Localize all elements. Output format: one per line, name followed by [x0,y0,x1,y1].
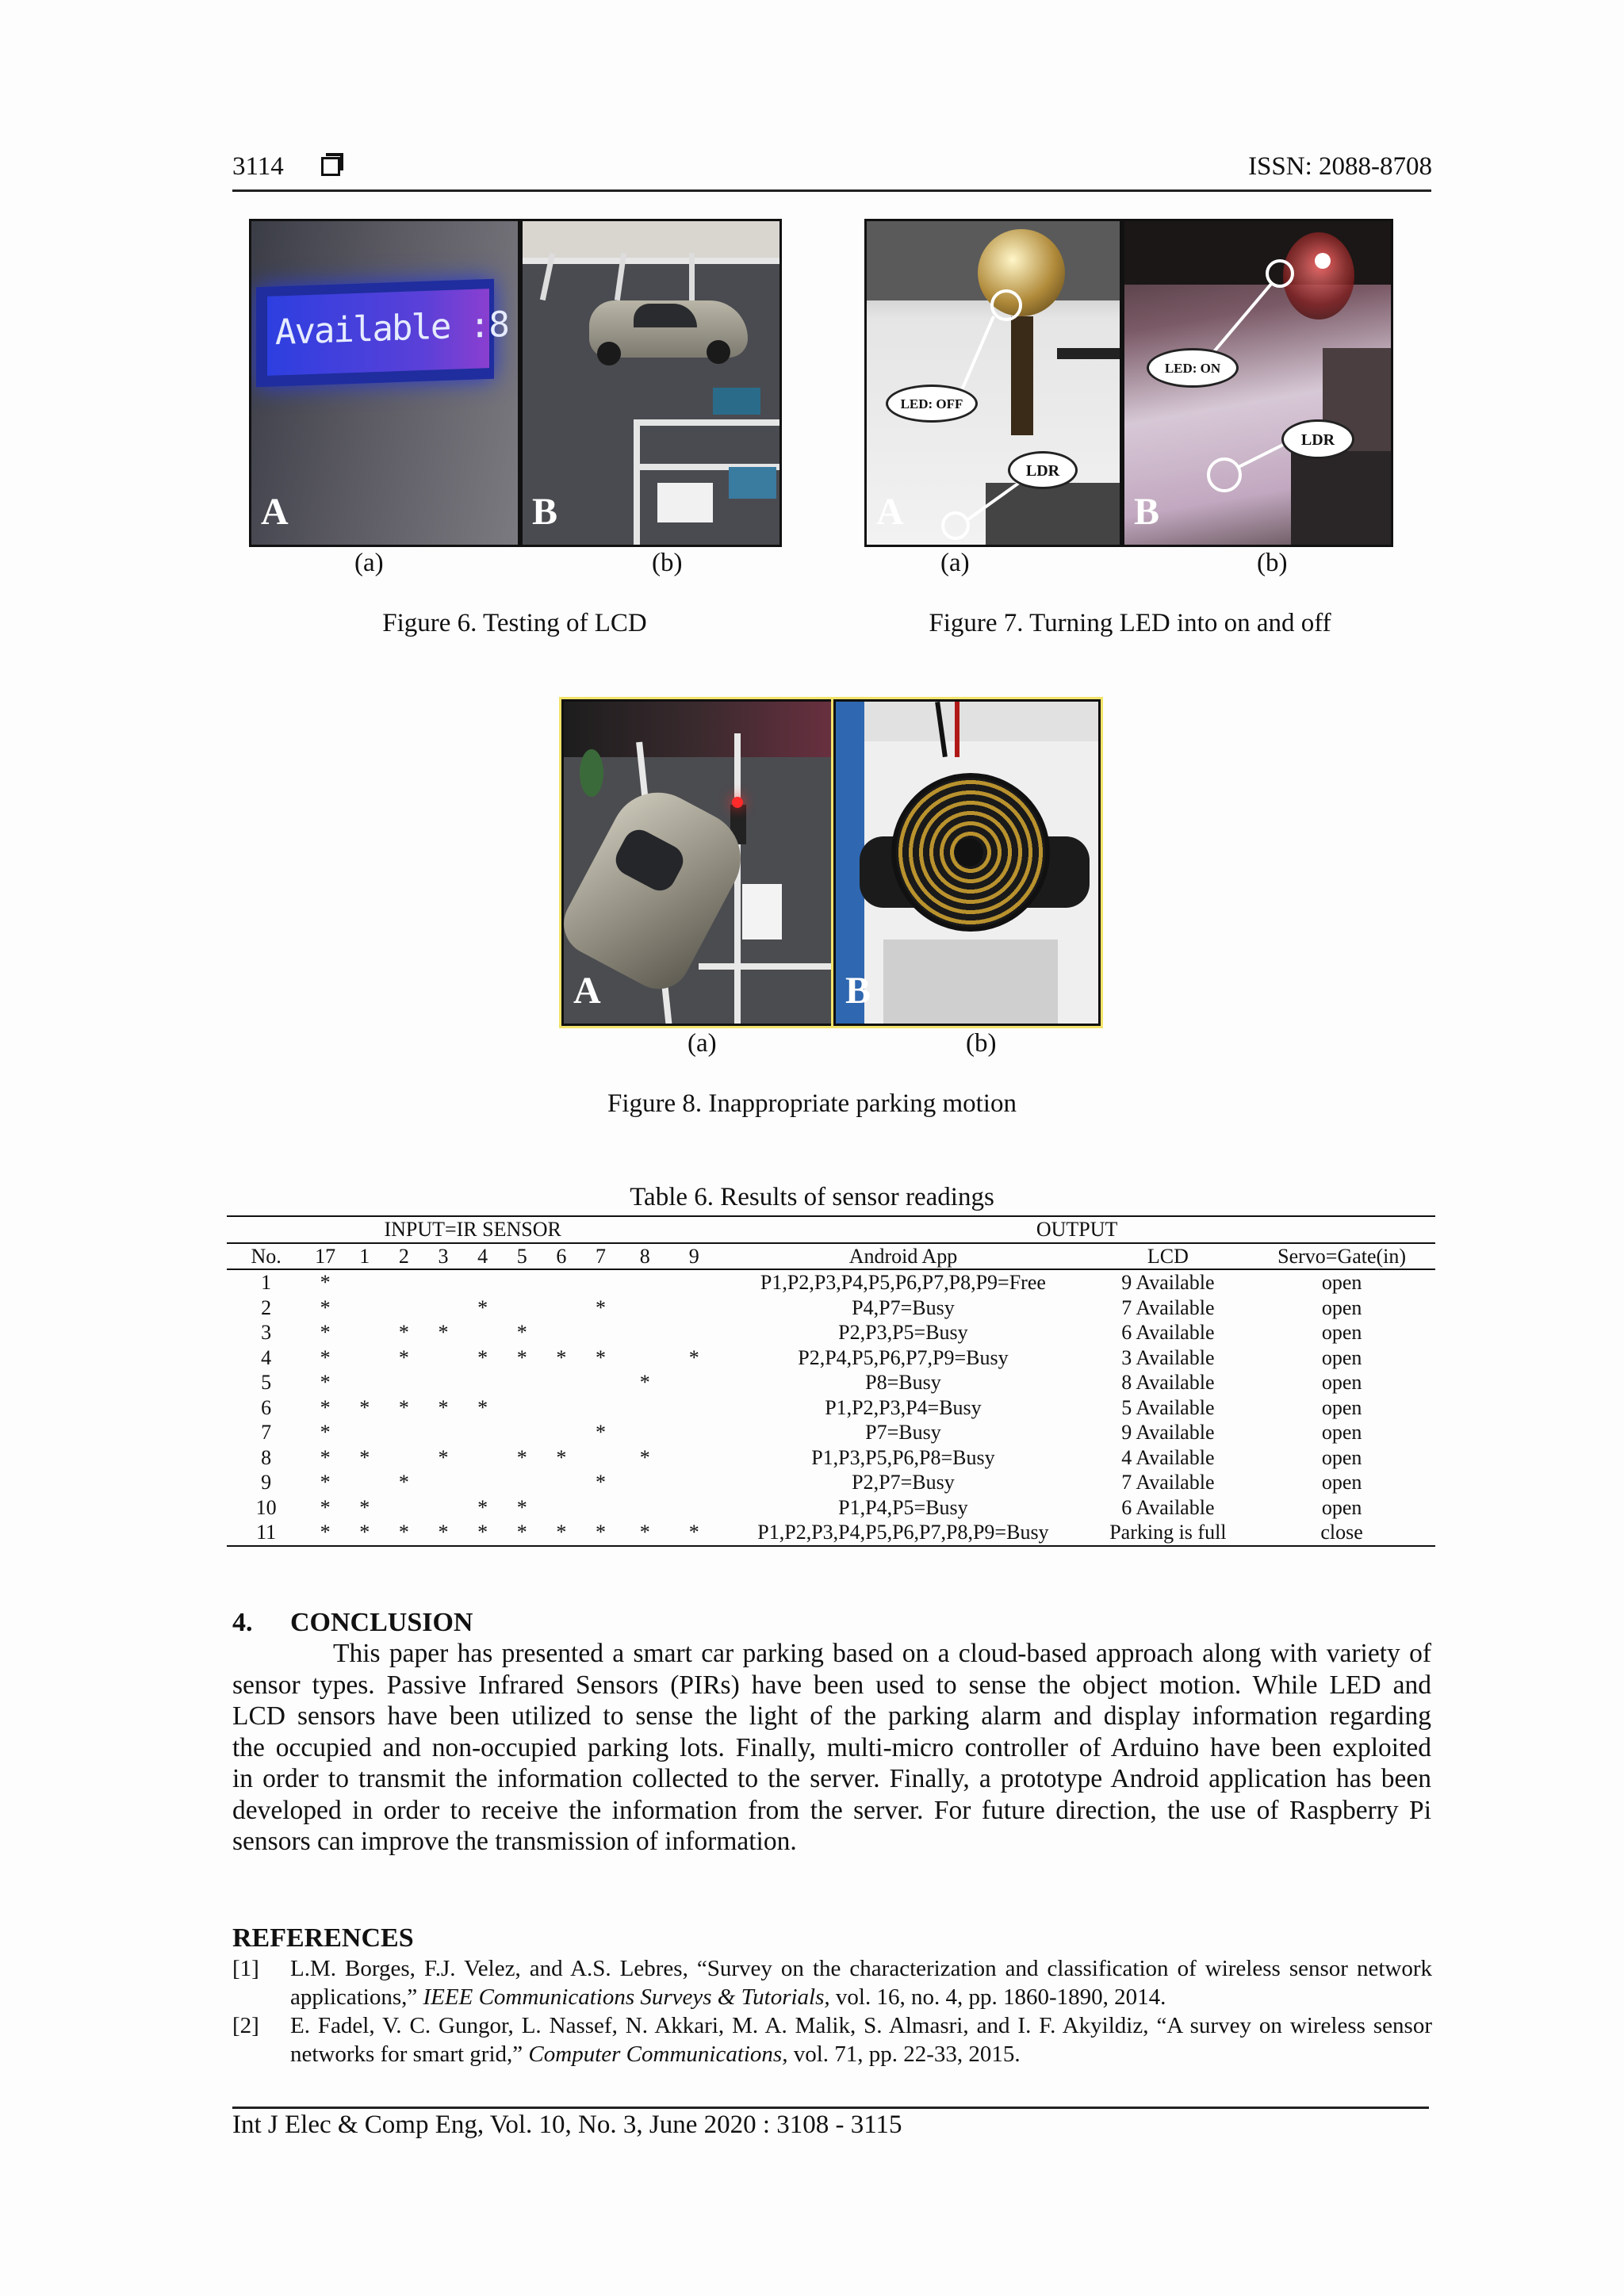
references-heading: REFERENCES [232,1923,414,1953]
panel-letter-a: A [876,491,904,533]
table-cell: P1,P2,P3,P4,P5,P6,P7,P8,P9=Busy [718,1520,1087,1546]
table-cell: 9 Available [1121,1271,1215,1295]
table-cell: * [595,1471,606,1494]
table-row [227,1295,1435,1321]
figure-8-sub-b: (b) [966,1029,997,1058]
table-cell: * [438,1395,449,1419]
table-cell [502,1420,542,1445]
table-cell: * [669,1520,718,1546]
figure-6-sub-b: (b) [652,549,683,577]
column-header: No. [227,1243,305,1270]
table-cell [542,1370,581,1395]
column-header: 6 [542,1243,581,1270]
figure-8-panel-a [561,699,833,1026]
panel-letter-b: B [532,491,558,533]
table-cell [423,1345,463,1371]
table-cell: close [1248,1520,1435,1546]
table-cell: * [542,1520,581,1546]
table-cell: 7 [261,1421,272,1445]
footer-citation: Int J Elec & Comp Eng, Vol. 10, No. 3, June 2020 : 3108 - 3115 [232,2110,902,2139]
table-cell: * [320,1421,331,1445]
table-cell: 4 Available [1121,1445,1215,1469]
table-cell: open [1321,1471,1362,1494]
conclusion-line: the occupied and non-occupied parking lots. Finally, multi-micro controller of Arduino have been exploited [232,1732,1431,1762]
column-header: 7 [581,1243,621,1270]
table-cell [542,1495,581,1521]
table-cell: 9 [261,1471,272,1494]
table-cell: * [438,1321,449,1345]
table-cell: P1,P3,P5,P6,P8=Busy [811,1445,995,1469]
table-cell: P2,P7=Busy [852,1471,955,1494]
table-cell [463,1370,503,1395]
reference-authors-title: E. Fadel, V. C. Gungor, L. Nassef, N. Akkari, M. A. Malik, S. Almasri, and I. F. Akyildiz, “A survey on wireless sensor networks for smart grid,” [290,2013,1432,2067]
table-cell: 1 [261,1271,272,1295]
table-cell [502,1470,542,1495]
table-cell: * [398,1471,409,1494]
table-cell [620,1345,669,1371]
table-cell [423,1420,463,1445]
column-header: 2 [385,1243,424,1270]
table-cell [669,1495,718,1521]
figure-7-panel-a [864,219,1122,547]
table-cell: P8=Busy [865,1371,941,1395]
conclusion-line: in order to transmit the information collected to the server. Finally, a prototype Android application has been [232,1764,1431,1793]
reference-authors-title: L.M. Borges, F.J. Velez, and A.S. Lebres, “Survey on the characterization and classification of wireless sensor network applications,” [290,1956,1432,2010]
reference-journal: IEEE Communications Surveys & Tutorials, [423,1984,830,2010]
table-cell: * [516,1445,527,1469]
table-cell: 2 [261,1295,272,1319]
table-cell: * [477,1345,488,1369]
table-cell: * [320,1345,331,1369]
table-cell [669,1445,718,1471]
group-output-header: OUTPUT [718,1216,1435,1243]
table-cell [542,1295,581,1321]
table-cell [620,1395,669,1421]
table-cell: * [438,1445,449,1469]
lcd-screen-text: Available :8 [275,304,508,354]
table-cell [581,1445,621,1471]
table-cell: 7 Available [1121,1295,1215,1319]
conclusion-number: 4. [232,1608,253,1637]
table-cell [385,1420,424,1445]
table-cell: * [595,1295,606,1319]
table-cell: * [688,1345,699,1369]
table-cell [463,1320,503,1345]
label-ldr-a: LDR [1008,451,1078,489]
reference-journal: Computer Communications, [528,2042,788,2067]
table-cell: * [320,1495,331,1519]
table-row [227,1320,1435,1345]
issn: ISSN: 2088-8708 [1248,152,1432,181]
table-cell [463,1445,503,1471]
table-cell: * [639,1445,650,1469]
table-cell: * [516,1345,527,1369]
table-cell: * [320,1271,331,1295]
table-cell: open [1321,1321,1362,1345]
table-cell [581,1495,621,1521]
table-cell: 11 [227,1520,305,1546]
column-header: Servo=Gate(in) [1248,1243,1435,1270]
table-cell [669,1320,718,1345]
column-header: 8 [620,1243,669,1270]
table-cell [620,1470,669,1495]
column-header: 4 [463,1243,503,1270]
table-cell [385,1295,424,1321]
table-cell: * [477,1495,488,1519]
table-cell [345,1420,385,1445]
table-cell [345,1345,385,1371]
table-cell [423,1470,463,1495]
column-header: 17 [305,1243,345,1270]
table-6-title: Table 6. Results of sensor readings [630,1183,994,1211]
table-cell: 5 Available [1121,1395,1215,1419]
table-cell [620,1269,669,1295]
table-cell: P2,P3,P5=Busy [838,1321,968,1345]
footer-rule [232,2107,1429,2109]
table-cell: * [398,1321,409,1345]
table-cell [463,1269,503,1295]
table-cell [620,1295,669,1321]
table-cell: * [359,1495,370,1519]
table-cell [669,1395,718,1421]
figure-6-panel-a [249,219,520,547]
table-cell: * [423,1520,463,1546]
table-cell: * [359,1395,370,1419]
table-cell [620,1420,669,1445]
table-cell: 4 [261,1345,272,1369]
table-cell: open [1321,1421,1362,1445]
table-cell [385,1495,424,1521]
table-cell: * [556,1345,567,1369]
table-row [227,1520,1435,1546]
table-cell [669,1420,718,1445]
table-cell [542,1395,581,1421]
column-header: 1 [345,1243,385,1270]
table-row [227,1370,1435,1395]
table-cell [669,1370,718,1395]
label-led-off: LED: OFF [886,385,978,423]
table-cell: * [556,1445,567,1469]
table-cell: * [320,1471,331,1494]
table-cell: 8 Available [1121,1371,1215,1395]
panel-letter-b: B [1134,491,1160,533]
label-ldr-b: LDR [1281,419,1354,459]
table-cell: * [398,1345,409,1369]
table-cell: * [639,1371,650,1395]
table-cell: * [305,1520,345,1546]
table-cell [669,1295,718,1321]
conclusion-line: sensors can improve the transmission of information. [232,1827,797,1856]
table-cell [502,1269,542,1295]
table-cell [502,1370,542,1395]
table-cell [423,1269,463,1295]
table-cell: * [359,1445,370,1469]
table-cell [620,1495,669,1521]
table-cell: open [1321,1395,1362,1419]
figure-7-sub-a: (a) [940,549,970,577]
table-cell [345,1269,385,1295]
column-header: 5 [502,1243,542,1270]
table-cell: 6 [261,1395,272,1419]
table-cell [385,1269,424,1295]
table-cell: open [1321,1445,1362,1469]
reference-details: vol. 16, no. 4, pp. 1860-1890, 2014. [829,1984,1166,2010]
panel-letter-b: B [845,970,871,1012]
header-rule [232,189,1431,192]
table-cell [463,1420,503,1445]
table-cell: * [502,1520,542,1546]
table-cell: 7 Available [1121,1471,1215,1494]
table-cell: P1,P4,P5=Busy [838,1495,968,1519]
figure-7-panel-b [1122,219,1393,547]
panel-letter-a: A [261,491,289,533]
table-cell: * [345,1520,385,1546]
table-cell [669,1470,718,1495]
figure-6-sub-a: (a) [354,549,384,577]
conclusion-line: This paper has presented a smart car parking based on a cloud-based approach along with variety of [333,1639,1431,1668]
conclusion-line: sensor types. Passive Infrared Sensors (PIRs) have been used to sense the object motion. While LED and [232,1670,1431,1700]
table-row [227,1395,1435,1421]
table-cell: * [516,1321,527,1345]
column-header-row [227,1243,1435,1270]
table-cell [581,1320,621,1345]
table-cell [542,1420,581,1445]
group-input-header: INPUT=IR SENSOR [227,1216,718,1243]
table-cell: 6 Available [1121,1321,1215,1345]
table-cell [581,1395,621,1421]
table-cell: * [581,1520,621,1546]
table-cell: * [595,1421,606,1445]
table-cell: open [1321,1495,1362,1519]
table-cell: 10 [255,1495,277,1519]
table-cell [502,1395,542,1421]
table-row [227,1269,1435,1295]
conclusion-line: LCD sensors have been utilized to sense the light of the parking alarm and display information regarding [232,1701,1431,1731]
table-cell: open [1321,1295,1362,1319]
table-6-body [227,1269,1435,1546]
header-box-icon [321,157,340,176]
table-cell: 8 [261,1445,272,1469]
table-cell: 9 Available [1121,1421,1215,1445]
table-cell [345,1470,385,1495]
table-cell: open [1321,1271,1362,1295]
page-number: 3114 [232,152,284,181]
reference-item [290,1954,1432,2011]
table-cell [620,1320,669,1345]
column-header: 9 [669,1243,718,1270]
table-row [227,1470,1435,1495]
table-cell: * [477,1395,488,1419]
table-cell [542,1269,581,1295]
column-header: 3 [423,1243,463,1270]
table-cell [385,1370,424,1395]
table-cell: 5 [261,1371,272,1395]
table-cell: P4,P7=Busy [852,1295,955,1319]
table-cell [581,1370,621,1395]
reference-number: [1] [232,1956,259,1981]
table-cell [463,1470,503,1495]
table-cell: open [1321,1371,1362,1395]
table-cell: * [320,1295,331,1319]
table-cell: * [320,1321,331,1345]
table-cell: P1,P2,P3,P4,P5,P6,P7,P8,P9=Free [760,1271,1046,1295]
table-cell [669,1269,718,1295]
table-cell [423,1295,463,1321]
table-cell: P1,P2,P3,P4=Busy [825,1395,982,1419]
reference-number: [2] [232,2013,259,2038]
table-cell [542,1470,581,1495]
column-header: LCD [1088,1243,1249,1270]
table-row [227,1345,1435,1371]
table-cell [345,1320,385,1345]
conclusion-line: developed in order to receive the information from the server. For future direction, the use of Raspberry Pi [232,1795,1431,1825]
table-cell [423,1495,463,1521]
label-led-on: LED: ON [1147,348,1239,388]
figure-6-panel-b [520,219,782,547]
table-cell: * [620,1520,669,1546]
table-cell: open [1321,1345,1362,1369]
table-cell: P7=Busy [865,1421,941,1445]
figure-8-panel-b [833,699,1101,1026]
table-cell: * [385,1520,424,1546]
figure-8-caption: Figure 8. Inappropriate parking motion [607,1089,1017,1118]
table-cell: * [320,1395,331,1419]
table-row [227,1495,1435,1521]
table-cell: * [595,1345,606,1369]
reference-details: vol. 71, pp. 22-33, 2015. [787,2042,1021,2067]
table-cell [385,1445,424,1471]
table-cell [581,1269,621,1295]
table-cell: * [320,1445,331,1469]
figure-6-caption: Figure 6. Testing of LCD [382,609,647,637]
table-cell [542,1320,581,1345]
panel-letter-a: A [573,970,601,1012]
figure-7-sub-b: (b) [1257,549,1288,577]
table-row [227,1420,1435,1445]
table-cell: * [477,1295,488,1319]
table-cell: 3 [261,1321,272,1345]
table-cell: Parking is full [1088,1520,1249,1546]
table-cell [345,1295,385,1321]
table-row [227,1445,1435,1471]
column-header: Android App [718,1243,1087,1270]
figure-7-caption: Figure 7. Turning LED into on and off [929,609,1331,637]
table-cell [423,1370,463,1395]
table-cell [345,1370,385,1395]
table-cell: 6 Available [1121,1495,1215,1519]
table-cell [502,1295,542,1321]
table-cell: P2,P4,P5,P6,P7,P9=Busy [798,1345,1009,1369]
table-cell: * [516,1495,527,1519]
table-cell: * [398,1395,409,1419]
table-cell: * [320,1371,331,1395]
table-6 [227,1215,1435,1547]
table-cell: * [463,1520,503,1546]
table-cell: 3 Available [1121,1345,1215,1369]
reference-item [290,2011,1432,2068]
figure-8-sub-a: (a) [688,1029,717,1058]
conclusion-heading: CONCLUSION [290,1608,473,1637]
